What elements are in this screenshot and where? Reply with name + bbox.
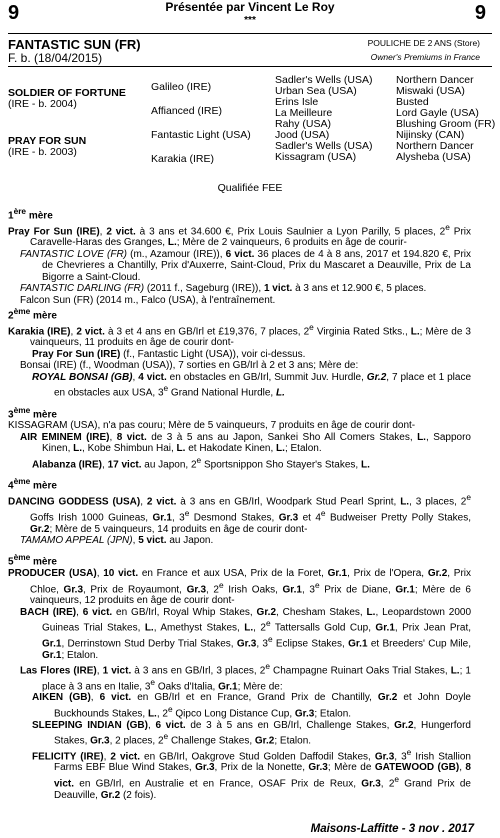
gen3-item: Sadler's Wells (USA): [275, 74, 373, 86]
presenter: [0, 1, 500, 27]
horse-info: F. b. (18/04/2015): [8, 51, 103, 65]
gen4-item: Lord Gayle (USA): [396, 107, 479, 119]
section-heading: 5ème mère: [8, 552, 57, 568]
family-entry: AIR EMINEM (IRE), 8 vict. de 3 à 5 ans au Japon, Sankei Sho All Comers Stakes, L., Sapporo Kinen, L., Kobe Shimbun Hai, L. et Hakodate Kinen, L.; Etalon.: [20, 431, 471, 455]
horse-premiums: Owner's Premiums in France: [370, 52, 480, 62]
pedigree-sire: [8, 88, 126, 110]
lot-number-right: 9: [474, 2, 486, 24]
dam-info: (IRE - b. 2003): [8, 146, 77, 158]
gen4-item: Blushing Groom (FR): [396, 118, 496, 130]
pedigree-dam: [8, 136, 86, 158]
section-heading: 3ème mère: [8, 404, 57, 421]
family-entry: Pray For Sun (IRE), 2 vict. à 3 ans et 34.600 €, Prix Louis Saulnier a Lyon Parilly, 5 places, 2e Prix Caravelle-Haras des Granges, L.; Mère de 2 vainqueurs, 6 produits en âge de courir-: [8, 221, 471, 249]
pedigree-gen2-2: Affianced (IRE): [151, 105, 223, 117]
family-entry: FANTASTIC LOVE (FR) (m., Azamour (IRE)), 6 vict. 36 places de 4 à 8 ans, 2017 et 194.820 €, Prix de Chevrieres a Chantilly, Prix d'Auxerre, Saint-Cloud, Prix du Mascaret a Deauville, Prix de La Bigorre a Saint-Cloud.: [20, 248, 472, 283]
section-heading: 4ème mère: [8, 476, 57, 492]
pedigree-gen4: [396, 75, 495, 163]
gen3-item: Sadler's Wells (USA): [275, 140, 373, 152]
pedigree-rule: [8, 66, 492, 67]
sire-info: (IRE - b. 2004): [8, 98, 77, 110]
family-entry: PRODUCER (USA), 10 vict. en France et aux USA, Prix de la Foret, Gr.1, Prix de l'Opera, Gr.2, Prix Chloe, Gr.3, Prix de Royaumont, Gr.3, 2e Irish Oaks, Gr.1, 3e Prix de Diane, Gr.1; Mère de 6 vainqueurs, 12 produits en âge de courir dont-: [8, 568, 472, 607]
gen3-item: Kissagram (USA): [275, 151, 357, 163]
family-entry: Las Flores (IRE), 1 vict. à 3 ans en GB/Irl, 3 places, 2e Champagne Ruinart Oaks Trial Stakes, L.; 1 place à 3 ans en Italie, 3e Oaks d'Italia, Gr.1; Mère de:: [20, 661, 471, 693]
pedigree-gen2-1: Galileo (IRE): [151, 81, 212, 93]
gen4-item: Northern Dancer: [396, 74, 474, 86]
sire-name: SOLDIER OF FORTUNE: [8, 87, 126, 99]
catalogue-body: [8, 206, 471, 801]
lot-number-left: 9: [8, 2, 20, 24]
family-entry: BACH (IRE), 6 vict. en GB/Irl, Royal Whip Stakes, Gr.2, Chesham Stakes, L., Leopardstown 2000 Guineas Trial Stakes, L., Amethyst Stakes, L., 2e Tattersalls Gold Cup, Gr.1, Prix Jean Prat, Gr.1, Derrinstown Stud Derby Trial Stakes, Gr.3, 3e Eclipse Stakes, Gr.1 et Breeders' Cup Mile, Gr.1; Etalon.: [20, 606, 472, 661]
dam-name: PRAY FOR SUN: [8, 135, 87, 147]
section-heading: 2ème mère: [8, 305, 57, 322]
family-entry: FANTASTIC DARLING (FR) (2011 f., Sageburg (IRE)), 1 vict. à 3 ans et 12.900 €, 5 places.: [20, 283, 427, 295]
gen3-item: Rahy (USA): [275, 118, 332, 130]
pedigree-gen2-4: Karakia (IRE): [151, 153, 215, 165]
qualification: Qualifiée FEE: [217, 182, 283, 194]
gen3-item: Erins Isle: [275, 96, 319, 108]
sale-location-date: Maisons-Laffitte - 3 nov . 2017: [310, 823, 474, 835]
family-entry: KISSAGRAM (USA), n'a pas couru; Mère de 5 vainqueurs, 7 produits en âge de courir dont-: [8, 420, 416, 432]
presenter-stars: ***: [244, 15, 256, 26]
gen3-item: Urban Sea (USA): [275, 85, 357, 97]
family-entry: AIKEN (GB), 6 vict. en GB/Irl et en France, Grand Prix de Chantilly, Gr.2 et John Doyle Buckhounds Stakes, L., 2e Qipco Long Distance Cup, Gr.3; Etalon.: [32, 692, 471, 720]
family-entry: Bonsai (IRE) (f., Woodman (USA)), 7 sorties en GB/Irl à 2 et 3 ans; Mère de:: [20, 360, 359, 372]
top-rule: [8, 33, 492, 34]
horse-name: FANTASTIC SUN (FR): [8, 37, 141, 52]
horse-sex-age: POULICHE DE 2 ANS (Store): [367, 38, 480, 48]
family-entry: TAMAMO APPEAL (JPN), 5 vict. au Japon.: [20, 535, 214, 547]
section-heading: 1ère mère: [8, 206, 53, 222]
pedigree-gen3: [275, 75, 373, 163]
family-entry: Pray For Sun (IRE) (f., Fantastic Light (USA)), voir ci-dessus.: [32, 348, 306, 360]
gen4-item: Northern Dancer: [396, 140, 474, 152]
family-entry: Karakia (IRE), 2 vict. à 3 et 4 ans en GB/Irl et £19,376, 7 places, 2e Virginia Rated Stks., L.; Mère de 3 vainqueurs, 11 produits en âge de courir dont-: [8, 321, 471, 349]
family-entry: Alabanza (IRE), 17 vict. au Japon, 2e Sportsnippon Sho Stayer's Stakes, L.: [32, 454, 370, 471]
family-entry: ROYAL BONSAI (GB), 4 vict. en obstacles en GB/Irl, Summit Juv. Hurdle, Gr.2, 7 place et 1 place en obstacles aux USA, 3e Grand National Hurdle, L.: [32, 371, 472, 399]
family-entry: SLEEPING INDIAN (GB), 6 vict. de 3 à 5 ans en GB/Irl, Challenge Stakes, Gr.2, Hungerford Stakes, Gr.3, 2 places, 2e Challenge Stakes, Gr.2; Etalon.: [32, 719, 471, 747]
family-entry: Falcon Sun (FR) (2014 m., Falco (USA), à l'entraînement.: [20, 294, 276, 306]
gen3-item: Jood (USA): [275, 129, 330, 141]
pedigree-gen2-3: Fantastic Light (USA): [151, 129, 251, 141]
gen4-item: Alysheba (USA): [396, 151, 471, 163]
gen4-item: Nijinsky (CAN): [396, 129, 465, 141]
family-entry: FELICITY (IRE), 2 vict. en GB/Irl, Oakgrove Stud Golden Daffodil Stakes, Gr.3, 3e Irish Stallion Farms EBF Blue Wind Stakes, Gr.3, Prix de la Nonette, Gr.3; Mère de GATEWOOD (GB), 8 vict. en GB/Irl, en Australie et en France, OSAF Prix de Reux, Gr.3, 2e Grand Prix de Deauville, Gr.2 (2 fois).: [32, 746, 471, 801]
family-entry: DANCING GODDESS (USA), 2 vict. à 3 ans en GB/Irl, Woodpark Stud Pearl Sprint, L., 3 places, 2e Goffs Irish 1000 Guineas, Gr.1, 3e Desmond Stakes, Gr.3 et 4e Budweiser Pretty Polly Stakes, Gr.2; Mère de 5 vainqueurs, 14 produits en âge de courir dont-: [8, 492, 471, 535]
gen4-item: Busted: [396, 96, 429, 108]
gen4-item: Miswaki (USA): [396, 85, 465, 97]
gen3-item: La Meilleure: [275, 107, 333, 119]
presenter-name: Présentée par Vincent Le Roy: [165, 0, 335, 14]
